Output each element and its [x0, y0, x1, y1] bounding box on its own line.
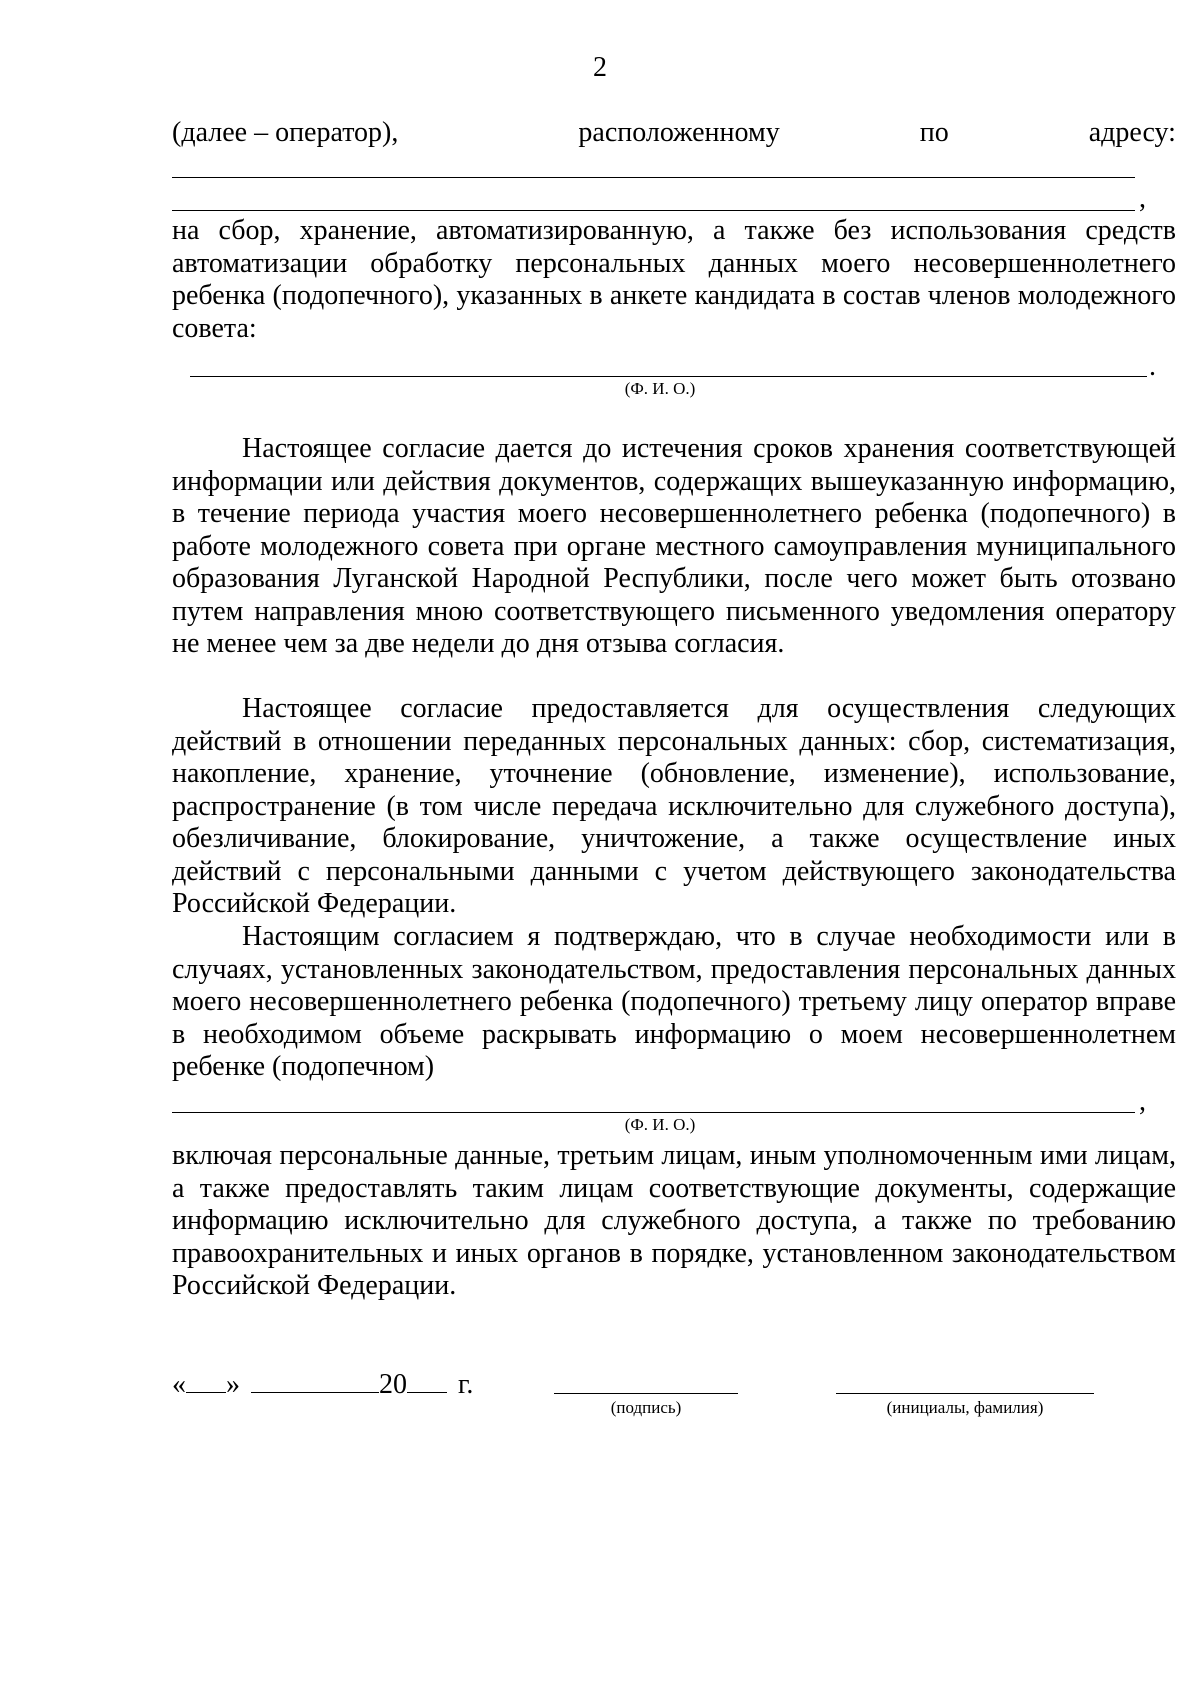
- year-prefix: 20: [379, 1369, 407, 1400]
- fio-caption-1: (Ф. И. О.): [624, 379, 696, 398]
- signature-blank-line: [554, 1393, 738, 1394]
- header-word-2: расположенному: [578, 117, 780, 148]
- consent-intro-paragraph: на сбор, хранение, автоматизированную, а также без использования средств автоматизации обработку персональных данных моего несовершеннолетнего ребенка (подопечного), указанных в анкете кандидата в состав членов молодежного совета:: [172, 215, 1176, 344]
- day-blank: [186, 1368, 226, 1393]
- header-word-4: адресу:: [1088, 117, 1176, 148]
- name-blank-line: [836, 1393, 1094, 1394]
- header-word-3: по: [919, 117, 949, 148]
- year-blank: [407, 1368, 447, 1393]
- quote-close: »: [226, 1369, 240, 1400]
- fio-caption-2: (Ф. И. О.): [624, 1115, 696, 1134]
- address-comma: ,: [1139, 183, 1146, 214]
- consent-duration-paragraph: Настоящее согласие дается до истечения сроков хранения соответствующей информации или действия документов, содержащих вышеуказанную информацию, в течение периода участия моего несовершеннолетнего ребенка (подопечного) в работе молодежного совета при органе местного самоуправления муниципального образования Луганской Народной Республики, после чего может быть отозвано путем направления мною соответствующего письменного уведомления оператору не менее чем за две недели до дня отзыва согласия.: [172, 433, 1176, 659]
- signature-caption: (подпись): [610, 1398, 682, 1417]
- name-caption: (инициалы, фамилия): [886, 1398, 1044, 1417]
- date-field: [172, 1368, 473, 1402]
- month-blank: [251, 1368, 379, 1393]
- address-blank-line-1: [172, 177, 1135, 178]
- fio-period: .: [1149, 351, 1156, 382]
- consent-disclosure-paragraph: Настоящим согласием я подтверждаю, что в случае необходимости или в случаях, установленных законодательством, предоставления персональных данных моего несовершеннолетнего ребенка (подопечного) третьему лицу оператор вправе в необходимом объеме раскрывать информацию о моем несовершеннолетнем ребенке (подопечном): [172, 921, 1176, 1082]
- operator-address-line: [172, 117, 1176, 150]
- child-fio-blank-line-2: [172, 1112, 1135, 1113]
- consent-actions-paragraph: Настоящее согласие предоставляется для осуществления следующих действий в отношении переданных персональных данных: сбор, систематизация, накопление, хранение, уточнение (обновление, изменение), использование, распространение (в том числе передача исключительно для служебного доступа), обезличивание, блокирование, уничтожение, а также осуществление иных действий с персональными данными с учетом действующего законодательства Российской Федерации.: [172, 693, 1176, 919]
- address-blank-line-2: [172, 210, 1135, 211]
- year-suffix: г.: [458, 1369, 474, 1400]
- page-number: 2: [593, 52, 607, 83]
- child-fio-blank-line: [190, 376, 1147, 377]
- consent-third-party-paragraph: включая персональные данные, третьим лицам, иным уполномоченным ими лицам, а также предоставлять таким лицам соответствующие документы, содержащие информацию исключительно для служебного доступа, а также по требованию правоохранительных и иных органов в порядке, установленном законодательством Российской Федерации.: [172, 1140, 1176, 1301]
- header-word-1: (далее – оператор),: [172, 117, 399, 148]
- quote-open: «: [172, 1369, 186, 1400]
- fio-comma-2: ,: [1139, 1086, 1146, 1117]
